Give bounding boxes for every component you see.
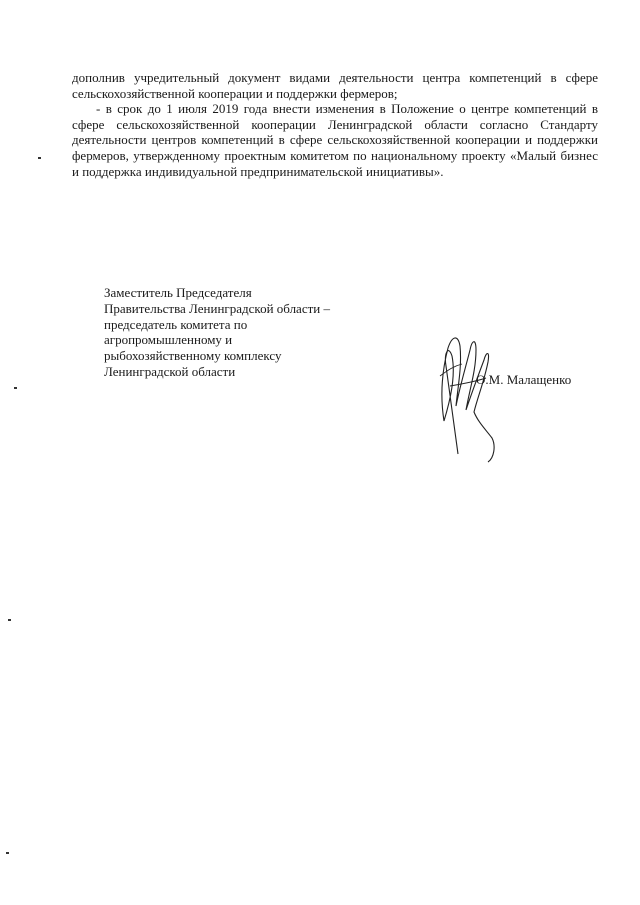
scan-speck (38, 157, 41, 159)
position-line: Правительства Ленинградской области – (104, 300, 330, 316)
signer-name: О.М. Малащенко (476, 372, 572, 387)
position-line: Заместитель Председателя (104, 285, 252, 300)
scan-speck (6, 852, 9, 854)
position-line: председатель комитета по (104, 316, 248, 332)
signatory-position (104, 285, 404, 380)
handwritten-signature (428, 326, 508, 466)
document-body (72, 70, 598, 179)
position-line: Ленинградской области (104, 363, 236, 379)
paragraph-continuation: дополнив учредительный документ видами деятельности центра компетенций в сфере сельскохозяйственной кооперации и поддержки фермеров; (72, 70, 598, 101)
scan-speck (8, 619, 11, 621)
paragraph-deadline-item: - в срок до 1 июля 2019 года внести изменения в Положение о центре компетенций в сфере сельскохозяйственной кооперации Ленинградской области согласно Стандарту деятельности центров компетенций в сфере сельскохозяйственной кооперации и поддержки фермеров, утвержденному проектным комитетом по национальному проекту «Малый бизнес и поддержка индивидуальной предпринимательской инициативы». (72, 101, 598, 179)
position-line: агропромышленному и (104, 332, 233, 348)
position-line: рыбохозяйственному комплексу (104, 348, 282, 364)
scan-speck (14, 387, 17, 389)
